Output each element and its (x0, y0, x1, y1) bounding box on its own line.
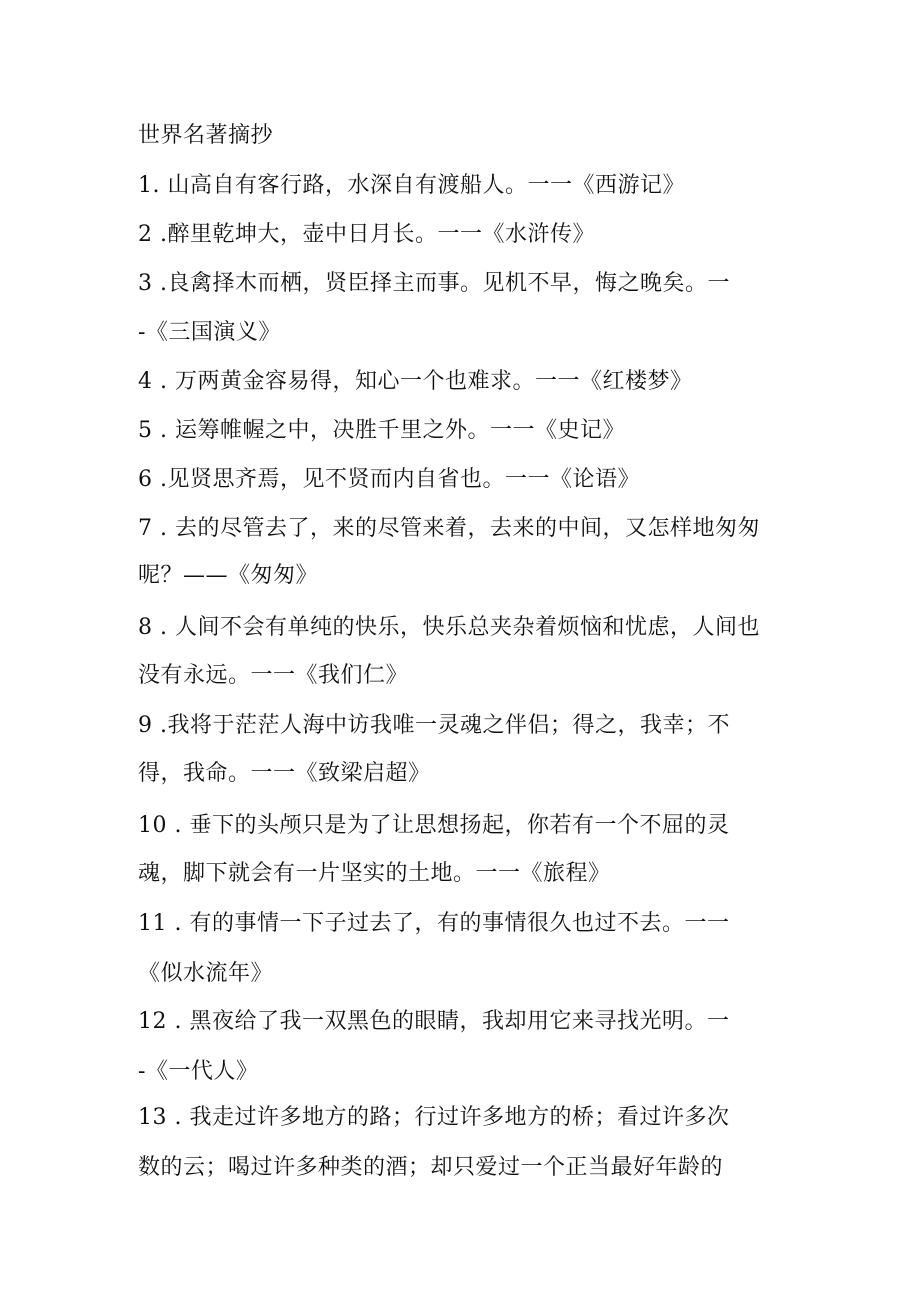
quote-line: 得，我命。一一《致梁启超》 (138, 761, 431, 786)
document-title: 世界名著摘抄 (138, 123, 274, 148)
quote-line: 5 . 运筹帷幄之中，决胜千里之外。一一《史记》 (138, 418, 625, 443)
quote-line: 9 .我将于茫茫人海中访我唯一灵魂之伴侣；得之，我幸；不 (138, 713, 730, 738)
quote-line: 呢？——《匆匆》 (138, 563, 319, 588)
quote-line: 8 . 人间不会有单纯的快乐，快乐总夹杂着烦恼和忧虑，人间也 (138, 615, 760, 640)
quote-line: 3 .良禽择木而栖，贤臣择主而事。见机不早，悔之晚矣。一 (138, 271, 730, 296)
quote-line: 1. 山高自有客行路，水深自有渡船人。一一《西游记》 (138, 173, 685, 198)
quote-line: 2 .醉里乾坤大，壶中日月长。一一《水浒传》 (138, 222, 595, 247)
quote-line: 魂，脚下就会有一片坚实的土地。一一《旅程》 (138, 861, 611, 886)
quote-line: -《一代人》 (138, 1059, 259, 1084)
quote-line: 12 . 黑夜给了我一双黑色的眼睛，我却用它来寻找光明。一 (138, 1009, 730, 1034)
quote-line: 11 . 有的事情一下子过去了，有的事情很久也过不去。一一 (138, 911, 730, 936)
quote-line: 《似水流年》 (138, 961, 274, 986)
quote-line: -《三国演义》 (138, 320, 281, 345)
quote-line: 13 . 我走过许多地方的路；行过许多地方的桥；看过许多次 (138, 1105, 730, 1130)
quote-line: 6 .见贤思齐焉，见不贤而内自省也。一一《论语》 (138, 467, 640, 492)
quote-line: 10 . 垂下的头颅只是为了让思想扬起，你若有一个不屈的灵 (138, 813, 730, 838)
quote-line: 数的云；喝过许多种类的酒；却只爱过一个正当最好年龄的 (138, 1155, 724, 1180)
quote-line: 4 . 万两黄金容易得，知心一个也难求。一一《红楼梦》 (138, 369, 693, 394)
quote-line: 7 . 去的尽管去了，来的尽管来着，去来的中间，又怎样地匆匆 (138, 516, 760, 541)
quote-line: 没有永远。一一《我们仁》 (138, 663, 409, 688)
